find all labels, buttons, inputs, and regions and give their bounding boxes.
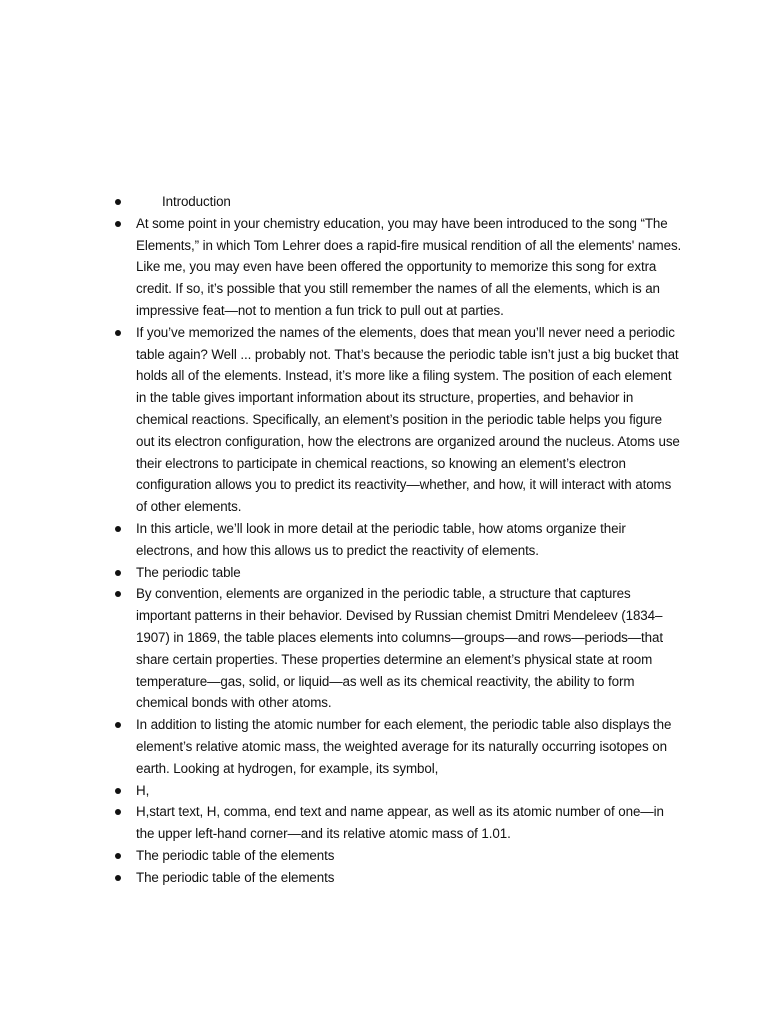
list-item-text: In addition to listing the atomic number for each element, the periodic table also displays the element’s relative atomic mass, the weighted average for its naturally occurring isotopes on earth. Looking at hydrogen, for example, its symbol, <box>136 717 672 776</box>
bullet-icon <box>115 221 121 227</box>
list-item-text: If you’ve memorized the names of the elements, does that mean you’ll never need a periodic table again? Well ... probably not. That’s because the periodic table isn’t just a big bucket that holds all of the elements. Instead, it’s more like a filing system. The position of each element in the table gives important information about its structure, properties, and behavior in chemical reactions. Specifically, an element’s position in the periodic table helps you figure out its electron configuration, how the electrons are organized around the nucleus. Atoms use their electrons to participate in chemical reactions, so knowing an element’s electron configuration allows you to predict its reactivity—whether, and how, it will interact with atoms of other elements. <box>136 324 680 515</box>
bullet-icon <box>115 788 121 794</box>
list-item-text: The periodic table <box>136 564 241 580</box>
bullet-icon <box>115 591 121 597</box>
bullet-icon <box>115 199 121 205</box>
list-item <box>112 322 682 518</box>
list-item-text: By convention, elements are organized in the periodic table, a structure that captures important patterns in their behavior. Devised by Russian chemist Dmitri Mendeleev (1834–1907) in 1869, the table places elements into columns—groups—and rows—periods—that share certain properties. These properties determine an element’s physical state at room temperature—gas, solid, or liquid—as well as its chemical reactivity, the ability to form chemical bonds with other atoms. <box>136 586 663 711</box>
bullet-icon <box>115 722 121 728</box>
list-item <box>112 583 682 714</box>
list-item-introduction <box>112 191 682 213</box>
list-item-periodic-table-heading <box>112 562 682 584</box>
list-item <box>112 845 682 867</box>
bullet-icon <box>115 570 121 576</box>
bullet-icon <box>115 875 121 881</box>
list-item-text: In this article, we’ll look in more detail at the periodic table, how atoms organize their electrons, and how this allows us to predict the reactivity of elements. <box>136 520 626 558</box>
list-item <box>112 801 682 845</box>
list-item-text: The periodic table of the elements <box>136 847 335 863</box>
list-item-text: At some point in your chemistry education, you may have been introduced to the song “The Elements,” in which Tom Lehrer does a rapid-fire musical rendition of all the elements' names. Like me, you may even have been offered the opportunity to memorize this song for extra credit. If so, it’s possible that you still remember the names of all the elements, which is an impressive feat—not to mention a fun trick to pull out at parties. <box>136 215 682 318</box>
bullet-list <box>112 191 682 889</box>
list-item-text: Introduction <box>162 194 231 209</box>
list-item-text: H, <box>136 782 150 798</box>
list-item-text: The periodic table of the elements <box>136 869 335 885</box>
list-item <box>112 867 682 889</box>
bullet-icon <box>115 809 121 815</box>
list-item <box>112 780 682 802</box>
bullet-icon <box>115 526 121 532</box>
bullet-icon <box>115 330 121 336</box>
list-item-text: H,start text, H, comma, end text and name appear, as well as its atomic number of one—in the upper left-hand corner—and its relative atomic mass of 1.01. <box>136 804 664 842</box>
list-item <box>112 213 682 322</box>
list-item <box>112 518 682 562</box>
bullet-icon <box>115 853 121 859</box>
list-item <box>112 714 682 779</box>
